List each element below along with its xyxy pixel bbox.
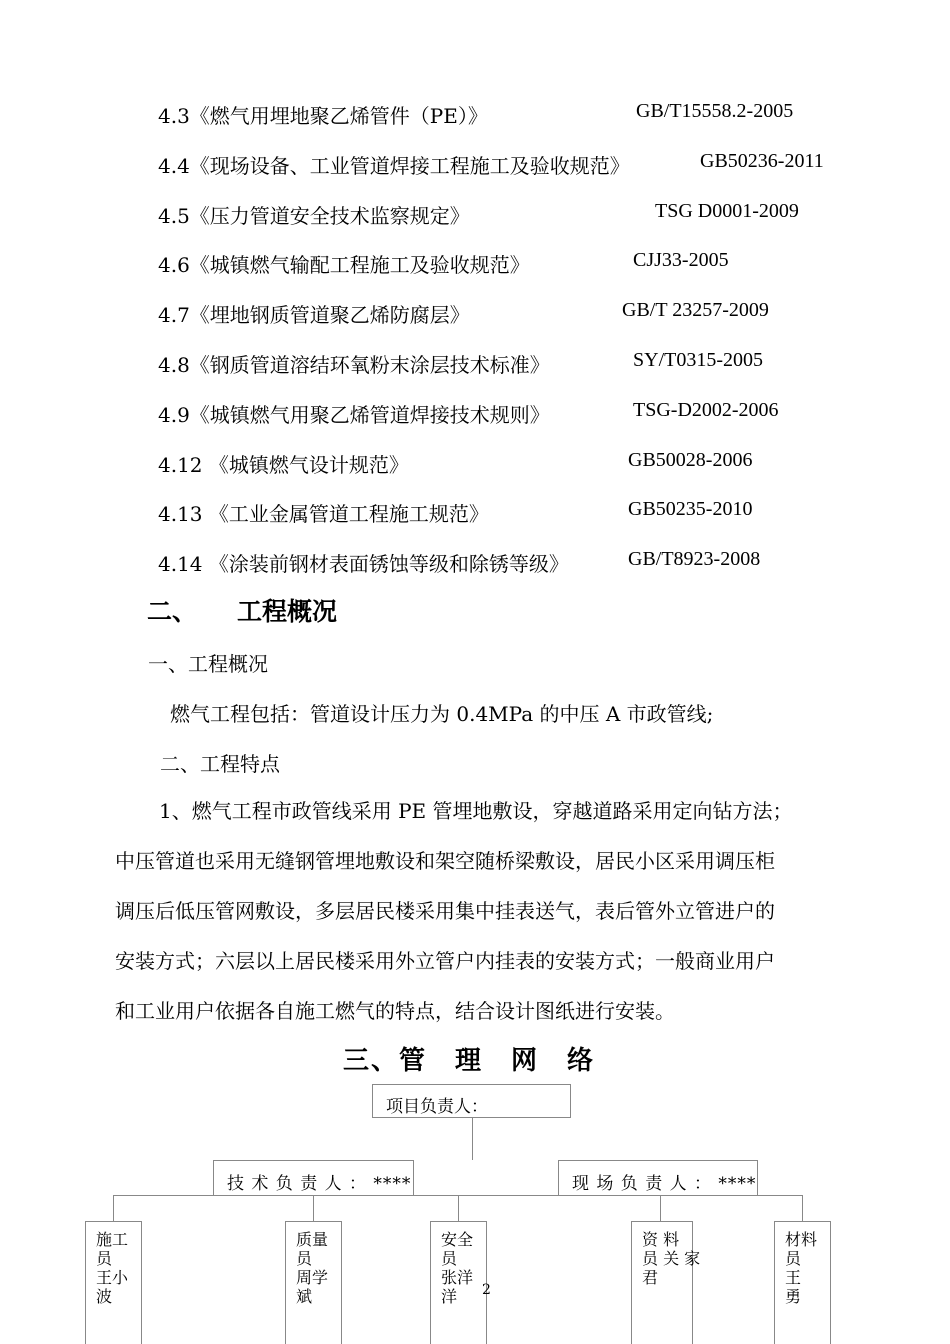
section-2-number: 二、 bbox=[147, 597, 198, 626]
connector-line bbox=[660, 1195, 661, 1221]
role-line: 员 bbox=[441, 1249, 458, 1268]
role-line: 员 bbox=[785, 1249, 802, 1268]
standard-code: TSG D0001-2009 bbox=[655, 199, 799, 222]
role-box-safety bbox=[430, 1221, 487, 1344]
role-box-construction bbox=[85, 1221, 142, 1344]
connector-line bbox=[802, 1195, 803, 1221]
role-line: 王 bbox=[785, 1268, 802, 1287]
overview-text: 燃气工程包括：管道设计压力为 0.4MPa 的中压 A 市政管线; bbox=[170, 702, 714, 726]
standard-code: SY/T0315-2005 bbox=[633, 349, 763, 371]
page-number: 2 bbox=[482, 1282, 491, 1298]
technical-lead-box: 技 术 负 责 人 ： **** bbox=[213, 1160, 414, 1196]
standard-name: 4.8《钢质管道溶结环氧粉末涂层技术标准》 bbox=[158, 353, 550, 377]
standard-code: GB/T15558.2-2005 bbox=[636, 100, 794, 122]
section-2-heading bbox=[147, 592, 337, 628]
standard-name: 4.3《燃气用埋地聚乙烯管件（PE）》 bbox=[158, 104, 488, 128]
paragraph-line: 调压后低压管网敷设，多层居民楼采用集中挂表送气，表后管外立管进户的 bbox=[115, 899, 775, 923]
role-line: 波 bbox=[96, 1287, 113, 1306]
role-line: 员 关 家 bbox=[642, 1249, 701, 1268]
standard-name: 4.12 《城镇燃气设计规范》 bbox=[158, 452, 409, 477]
role-line: 王小 bbox=[96, 1268, 129, 1287]
role-line: 洋 bbox=[441, 1287, 458, 1306]
standard-name: 4.5《压力管道安全技术监察规定》 bbox=[158, 203, 470, 228]
paragraph-line: 安装方式；六层以上居民楼采用外立管户内挂表的安装方式；一般商业用户 bbox=[115, 949, 775, 973]
role-line: 安全 bbox=[441, 1230, 474, 1249]
subheading-overview: 一、工程概况 bbox=[148, 652, 268, 676]
site-lead-box: 现 场 负 责 人 ： **** bbox=[558, 1160, 758, 1196]
role-box-materials bbox=[774, 1221, 831, 1344]
standard-code: GB/T 23257-2009 bbox=[622, 299, 769, 322]
role-line: 君 bbox=[642, 1268, 659, 1287]
paragraph-line: 中压管道也采用无缝钢管埋地敷设和架空随桥梁敷设，居民小区采用调压柜 bbox=[115, 849, 775, 873]
standard-code: GB50236-2011 bbox=[700, 149, 824, 172]
role-line: 资 料 bbox=[642, 1230, 680, 1249]
subheading-features: 二、工程特点 bbox=[160, 752, 280, 776]
standard-code: CJJ33-2005 bbox=[633, 249, 729, 272]
paragraph-line: 1、燃气工程市政管线采用 PE 管埋地敷设，穿越道路采用定向钻方法； bbox=[159, 799, 793, 823]
standard-name: 4.7《埋地钢质管道聚乙烯防腐层》 bbox=[158, 303, 470, 328]
role-line: 周学 bbox=[296, 1268, 329, 1287]
paragraph-line: 和工业用户依据各自施工燃气的特点，结合设计图纸进行安装。 bbox=[115, 999, 675, 1023]
role-box-quality bbox=[285, 1221, 342, 1344]
role-line: 员 bbox=[296, 1249, 313, 1268]
standard-name: 4.9《城镇燃气用聚乙烯管道焊接技术规则》 bbox=[158, 402, 550, 427]
role-box-documents bbox=[631, 1221, 701, 1344]
section-2-title: 工程概况 bbox=[237, 597, 338, 626]
standard-code: GB/T8923-2008 bbox=[628, 548, 761, 571]
role-line: 施工 bbox=[96, 1230, 129, 1249]
role-line: 勇 bbox=[785, 1287, 802, 1306]
role-line: 员 bbox=[96, 1249, 113, 1268]
connector-line bbox=[472, 1118, 473, 1160]
role-line: 张洋 bbox=[441, 1268, 474, 1287]
standard-code: GB50235-2010 bbox=[628, 498, 753, 521]
connector-line bbox=[458, 1195, 459, 1221]
standard-name: 4.14 《涂装前钢材表面锈蚀等级和除锈等级》 bbox=[158, 552, 569, 577]
project-manager-box: 项目负责人： bbox=[372, 1084, 571, 1118]
role-line: 斌 bbox=[296, 1287, 313, 1306]
role-line: 质量 bbox=[296, 1230, 329, 1249]
standard-name: 4.13 《工业金属管道工程施工规范》 bbox=[158, 502, 489, 527]
standard-code: GB50028-2006 bbox=[628, 448, 753, 471]
standard-name: 4.4《现场设备、工业管道焊接工程施工及验收规范》 bbox=[158, 153, 630, 178]
connector-line bbox=[113, 1195, 114, 1221]
section-3-heading: 三、管 理 网 络 bbox=[343, 1046, 596, 1076]
features-paragraph bbox=[115, 786, 860, 1036]
standard-code: TSG-D2002-2006 bbox=[633, 398, 779, 421]
connector-line bbox=[313, 1195, 314, 1221]
standard-name: 4.6《城镇燃气输配工程施工及验收规范》 bbox=[158, 253, 530, 278]
role-line: 材料 bbox=[785, 1230, 818, 1249]
